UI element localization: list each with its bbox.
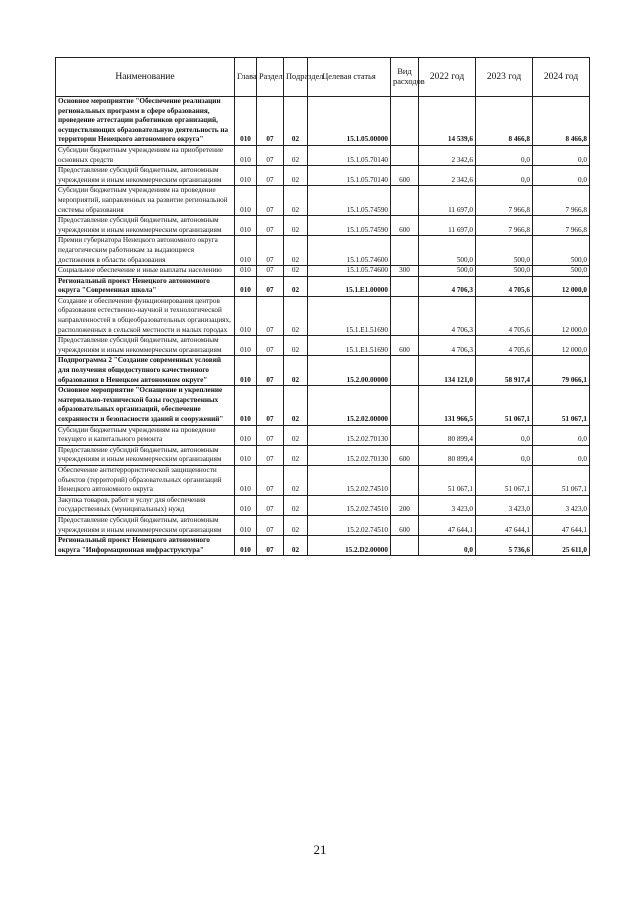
table-row — [56, 515, 590, 535]
row-chapter: 010 — [235, 166, 257, 186]
table-body — [56, 97, 590, 556]
table-row — [56, 465, 590, 495]
row-value-2024: 0,0 — [533, 145, 590, 165]
row-expense-type: 200 — [391, 495, 419, 515]
row-value-2022: 4 706,3 — [419, 296, 476, 335]
row-section: 07 — [257, 495, 284, 515]
row-name: Закупка товаров, работ и услуг для обеспечения государственных (муниципальных) нужд — [56, 495, 235, 515]
row-target: 15.1.05.74590 — [308, 216, 391, 236]
table-row — [56, 336, 590, 356]
row-target: 15.2.02.74510 — [308, 495, 391, 515]
table-row — [56, 186, 590, 216]
row-target: 15.2.D2.00000 — [308, 536, 391, 556]
row-value-2023: 500,0 — [476, 236, 533, 266]
row-expense-type: 600 — [391, 166, 419, 186]
header-subsection: Подраздел — [284, 58, 308, 97]
row-name: Подпрограмма 2 "Создание современных условий для получения общедоступного качественного образования в Ненецком автономном округе" — [56, 356, 235, 386]
row-name: Создание и обеспечение функционирования центров образования естественно-научной и технологической направленностей в общеобразовательных организациях, расположенных в сельской местности и малых городах — [56, 296, 235, 335]
row-target: 15.1.05.70140 — [308, 145, 391, 165]
table-row — [56, 236, 590, 266]
table-row — [56, 145, 590, 165]
row-value-2023: 47 644,1 — [476, 515, 533, 535]
row-target: 15.1.05.74600 — [308, 266, 391, 277]
row-value-2024: 12 000,0 — [533, 296, 590, 335]
row-value-2023: 0,0 — [476, 166, 533, 186]
row-expense-type — [391, 236, 419, 266]
row-expense-type — [391, 97, 419, 146]
row-subsection: 02 — [284, 465, 308, 495]
row-name: Предоставление субсидий бюджетным, автономным учреждениям и иным некоммерческим организациям — [56, 166, 235, 186]
header-expense-type: Вид расходов — [391, 58, 419, 97]
header-2022: 2022 год — [419, 58, 476, 97]
row-value-2022: 4 706,3 — [419, 276, 476, 296]
row-name: Обеспечение антитеррористической защищенности объектов (территорий) образовательных организаций Ненецкого автономного округа — [56, 465, 235, 495]
row-section: 07 — [257, 266, 284, 277]
row-value-2022: 47 644,1 — [419, 515, 476, 535]
row-target: 15.1.05.00000 — [308, 97, 391, 146]
row-target: 15.2.02.74510 — [308, 515, 391, 535]
row-expense-type: 300 — [391, 266, 419, 277]
row-value-2024: 79 066,1 — [533, 356, 590, 386]
row-value-2023: 0,0 — [476, 445, 533, 465]
row-target: 15.2.02.00000 — [308, 386, 391, 425]
row-subsection: 02 — [284, 216, 308, 236]
row-value-2024: 500,0 — [533, 236, 590, 266]
row-subsection: 02 — [284, 495, 308, 515]
budget-table — [55, 57, 590, 556]
row-value-2023: 58 917,4 — [476, 356, 533, 386]
row-value-2023: 0,0 — [476, 145, 533, 165]
row-subsection: 02 — [284, 276, 308, 296]
row-name: Основное мероприятие "Обеспечение реализации региональных программ в сфере образования, проведение аттестации работников организаций, осуществляющих образовательную деятельность на территории Ненецкого автономного округа" — [56, 97, 235, 146]
row-chapter: 010 — [235, 216, 257, 236]
row-section: 07 — [257, 296, 284, 335]
row-value-2022: 500,0 — [419, 266, 476, 277]
table-row — [56, 296, 590, 335]
header-section: Раздел — [257, 58, 284, 97]
row-expense-type — [391, 276, 419, 296]
row-chapter: 010 — [235, 425, 257, 445]
row-value-2022: 14 539,6 — [419, 97, 476, 146]
row-chapter: 010 — [235, 356, 257, 386]
header-2023: 2023 год — [476, 58, 533, 97]
row-chapter: 010 — [235, 276, 257, 296]
row-subsection: 02 — [284, 445, 308, 465]
row-expense-type — [391, 386, 419, 425]
row-name: Субсидии бюджетным учреждениям на проведение мероприятий, направленных на развитие региональной системы образования — [56, 186, 235, 216]
row-expense-type — [391, 145, 419, 165]
row-value-2022: 500,0 — [419, 236, 476, 266]
row-value-2024: 51 067,1 — [533, 465, 590, 495]
row-name: Субсидии бюджетным учреждениям на приобретение основных средств — [56, 145, 235, 165]
row-value-2023: 4 705,6 — [476, 276, 533, 296]
row-expense-type: 600 — [391, 336, 419, 356]
row-value-2023: 5 736,6 — [476, 536, 533, 556]
row-section: 07 — [257, 166, 284, 186]
row-subsection: 02 — [284, 425, 308, 445]
row-name: Предоставление субсидий бюджетным, автономным учреждениям и иным некоммерческим организациям — [56, 336, 235, 356]
row-value-2023: 51 067,1 — [476, 465, 533, 495]
row-target: 15.1.Е1.51690 — [308, 336, 391, 356]
row-value-2024: 47 644,1 — [533, 515, 590, 535]
row-value-2022: 11 697,0 — [419, 216, 476, 236]
row-name: Субсидии бюджетным учреждениям на проведение текущего и капитального ремонта — [56, 425, 235, 445]
row-name: Основное мероприятие "Оснащение и укрепление материально-технической базы государственных образовательных организаций, обеспечение сохранности и безопасности зданий и сооружений" — [56, 386, 235, 425]
row-value-2022: 3 423,0 — [419, 495, 476, 515]
table-row — [56, 495, 590, 515]
row-value-2023: 7 966,8 — [476, 186, 533, 216]
table-row — [56, 276, 590, 296]
row-value-2024: 7 966,8 — [533, 216, 590, 236]
row-name: Социальное обеспечение и иные выплаты населению — [56, 266, 235, 277]
row-value-2024: 3 423,0 — [533, 495, 590, 515]
row-name: Премии губернатора Ненецкого автономного округа педагогическим работникам за выдающиеся достижения в области образования — [56, 236, 235, 266]
row-expense-type — [391, 186, 419, 216]
row-expense-type: 600 — [391, 216, 419, 236]
row-value-2023: 0,0 — [476, 425, 533, 445]
row-value-2022: 2 342,6 — [419, 145, 476, 165]
row-subsection: 02 — [284, 186, 308, 216]
row-target: 15.1.05.70140 — [308, 166, 391, 186]
row-section: 07 — [257, 386, 284, 425]
row-subsection: 02 — [284, 266, 308, 277]
row-value-2023: 7 966,8 — [476, 216, 533, 236]
row-name: Предоставление субсидий бюджетным, автономным учреждениям и иным некоммерческим организациям — [56, 445, 235, 465]
page-number: 21 — [313, 842, 327, 857]
row-subsection: 02 — [284, 515, 308, 535]
row-name: Предоставление субсидий бюджетным, автономным учреждениям и иным некоммерческим организациям — [56, 216, 235, 236]
row-chapter: 010 — [235, 536, 257, 556]
row-target: 15.2.00.00000 — [308, 356, 391, 386]
table-row — [56, 166, 590, 186]
row-value-2022: 51 067,1 — [419, 465, 476, 495]
row-value-2023: 3 423,0 — [476, 495, 533, 515]
row-section: 07 — [257, 425, 284, 445]
row-value-2024: 12 000,0 — [533, 276, 590, 296]
table-row — [56, 97, 590, 146]
table-row — [56, 425, 590, 445]
table-row — [56, 356, 590, 386]
row-chapter: 010 — [235, 495, 257, 515]
row-value-2023: 4 705,6 — [476, 336, 533, 356]
row-value-2024: 51 067,1 — [533, 386, 590, 425]
row-expense-type: 600 — [391, 515, 419, 535]
header-chapter: Глава — [235, 58, 257, 97]
row-subsection: 02 — [284, 296, 308, 335]
row-chapter: 010 — [235, 465, 257, 495]
row-chapter: 010 — [235, 515, 257, 535]
row-value-2024: 7 966,8 — [533, 186, 590, 216]
row-target: 15.1.Е1.00000 — [308, 276, 391, 296]
row-value-2022: 80 899,4 — [419, 425, 476, 445]
row-chapter: 010 — [235, 145, 257, 165]
row-value-2024: 500,0 — [533, 266, 590, 277]
row-target: 15.1.05.74600 — [308, 236, 391, 266]
row-value-2024: 12 000,0 — [533, 336, 590, 356]
row-expense-type — [391, 296, 419, 335]
table-row — [56, 445, 590, 465]
row-chapter: 010 — [235, 386, 257, 425]
row-value-2022: 11 697,0 — [419, 186, 476, 216]
row-expense-type — [391, 356, 419, 386]
row-chapter: 010 — [235, 336, 257, 356]
row-chapter: 010 — [235, 266, 257, 277]
row-value-2023: 8 466,8 — [476, 97, 533, 146]
row-section: 07 — [257, 236, 284, 266]
row-subsection: 02 — [284, 236, 308, 266]
row-chapter: 010 — [235, 97, 257, 146]
header-target: Целевая статья — [308, 58, 391, 97]
header-2024: 2024 год — [533, 58, 590, 97]
header-row — [56, 58, 590, 97]
row-chapter: 010 — [235, 445, 257, 465]
row-target: 15.1.Е1.51690 — [308, 296, 391, 335]
row-target: 15.2.02.70130 — [308, 445, 391, 465]
row-section: 07 — [257, 276, 284, 296]
table-row — [56, 386, 590, 425]
row-subsection: 02 — [284, 97, 308, 146]
table-row — [56, 216, 590, 236]
row-value-2022: 4 706,3 — [419, 336, 476, 356]
row-section: 07 — [257, 186, 284, 216]
row-value-2023: 4 705,6 — [476, 296, 533, 335]
row-value-2024: 0,0 — [533, 445, 590, 465]
row-chapter: 010 — [235, 236, 257, 266]
row-section: 07 — [257, 97, 284, 146]
table-row — [56, 536, 590, 556]
row-expense-type — [391, 465, 419, 495]
row-subsection: 02 — [284, 536, 308, 556]
row-section: 07 — [257, 336, 284, 356]
row-section: 07 — [257, 536, 284, 556]
row-value-2024: 0,0 — [533, 166, 590, 186]
row-subsection: 02 — [284, 336, 308, 356]
header-name: Наименование — [56, 58, 235, 97]
row-section: 07 — [257, 145, 284, 165]
row-value-2023: 51 067,1 — [476, 386, 533, 425]
row-value-2023: 500,0 — [476, 266, 533, 277]
row-name: Региональный проект Ненецкого автономного округа "Информационная инфраструктура" — [56, 536, 235, 556]
row-target: 15.2.02.70130 — [308, 425, 391, 445]
row-name: Региональный проект Ненецкого автономного округа "Современная школа" — [56, 276, 235, 296]
row-chapter: 010 — [235, 186, 257, 216]
row-value-2022: 134 121,0 — [419, 356, 476, 386]
row-value-2024: 8 466,8 — [533, 97, 590, 146]
row-section: 07 — [257, 465, 284, 495]
row-section: 07 — [257, 515, 284, 535]
row-value-2022: 0,0 — [419, 536, 476, 556]
row-chapter: 010 — [235, 296, 257, 335]
row-section: 07 — [257, 356, 284, 386]
row-subsection: 02 — [284, 356, 308, 386]
row-subsection: 02 — [284, 166, 308, 186]
row-section: 07 — [257, 216, 284, 236]
row-value-2022: 131 966,5 — [419, 386, 476, 425]
row-subsection: 02 — [284, 145, 308, 165]
row-value-2022: 80 899,4 — [419, 445, 476, 465]
row-value-2022: 2 342,6 — [419, 166, 476, 186]
row-expense-type — [391, 425, 419, 445]
row-target: 15.1.05.74590 — [308, 186, 391, 216]
row-name: Предоставление субсидий бюджетным, автономным учреждениям и иным некоммерческим организациям — [56, 515, 235, 535]
row-expense-type — [391, 536, 419, 556]
row-target: 15.2.02.74510 — [308, 465, 391, 495]
row-value-2024: 25 611,0 — [533, 536, 590, 556]
row-value-2024: 0,0 — [533, 425, 590, 445]
row-section: 07 — [257, 445, 284, 465]
row-expense-type: 600 — [391, 445, 419, 465]
row-subsection: 02 — [284, 386, 308, 425]
table-row — [56, 266, 590, 277]
